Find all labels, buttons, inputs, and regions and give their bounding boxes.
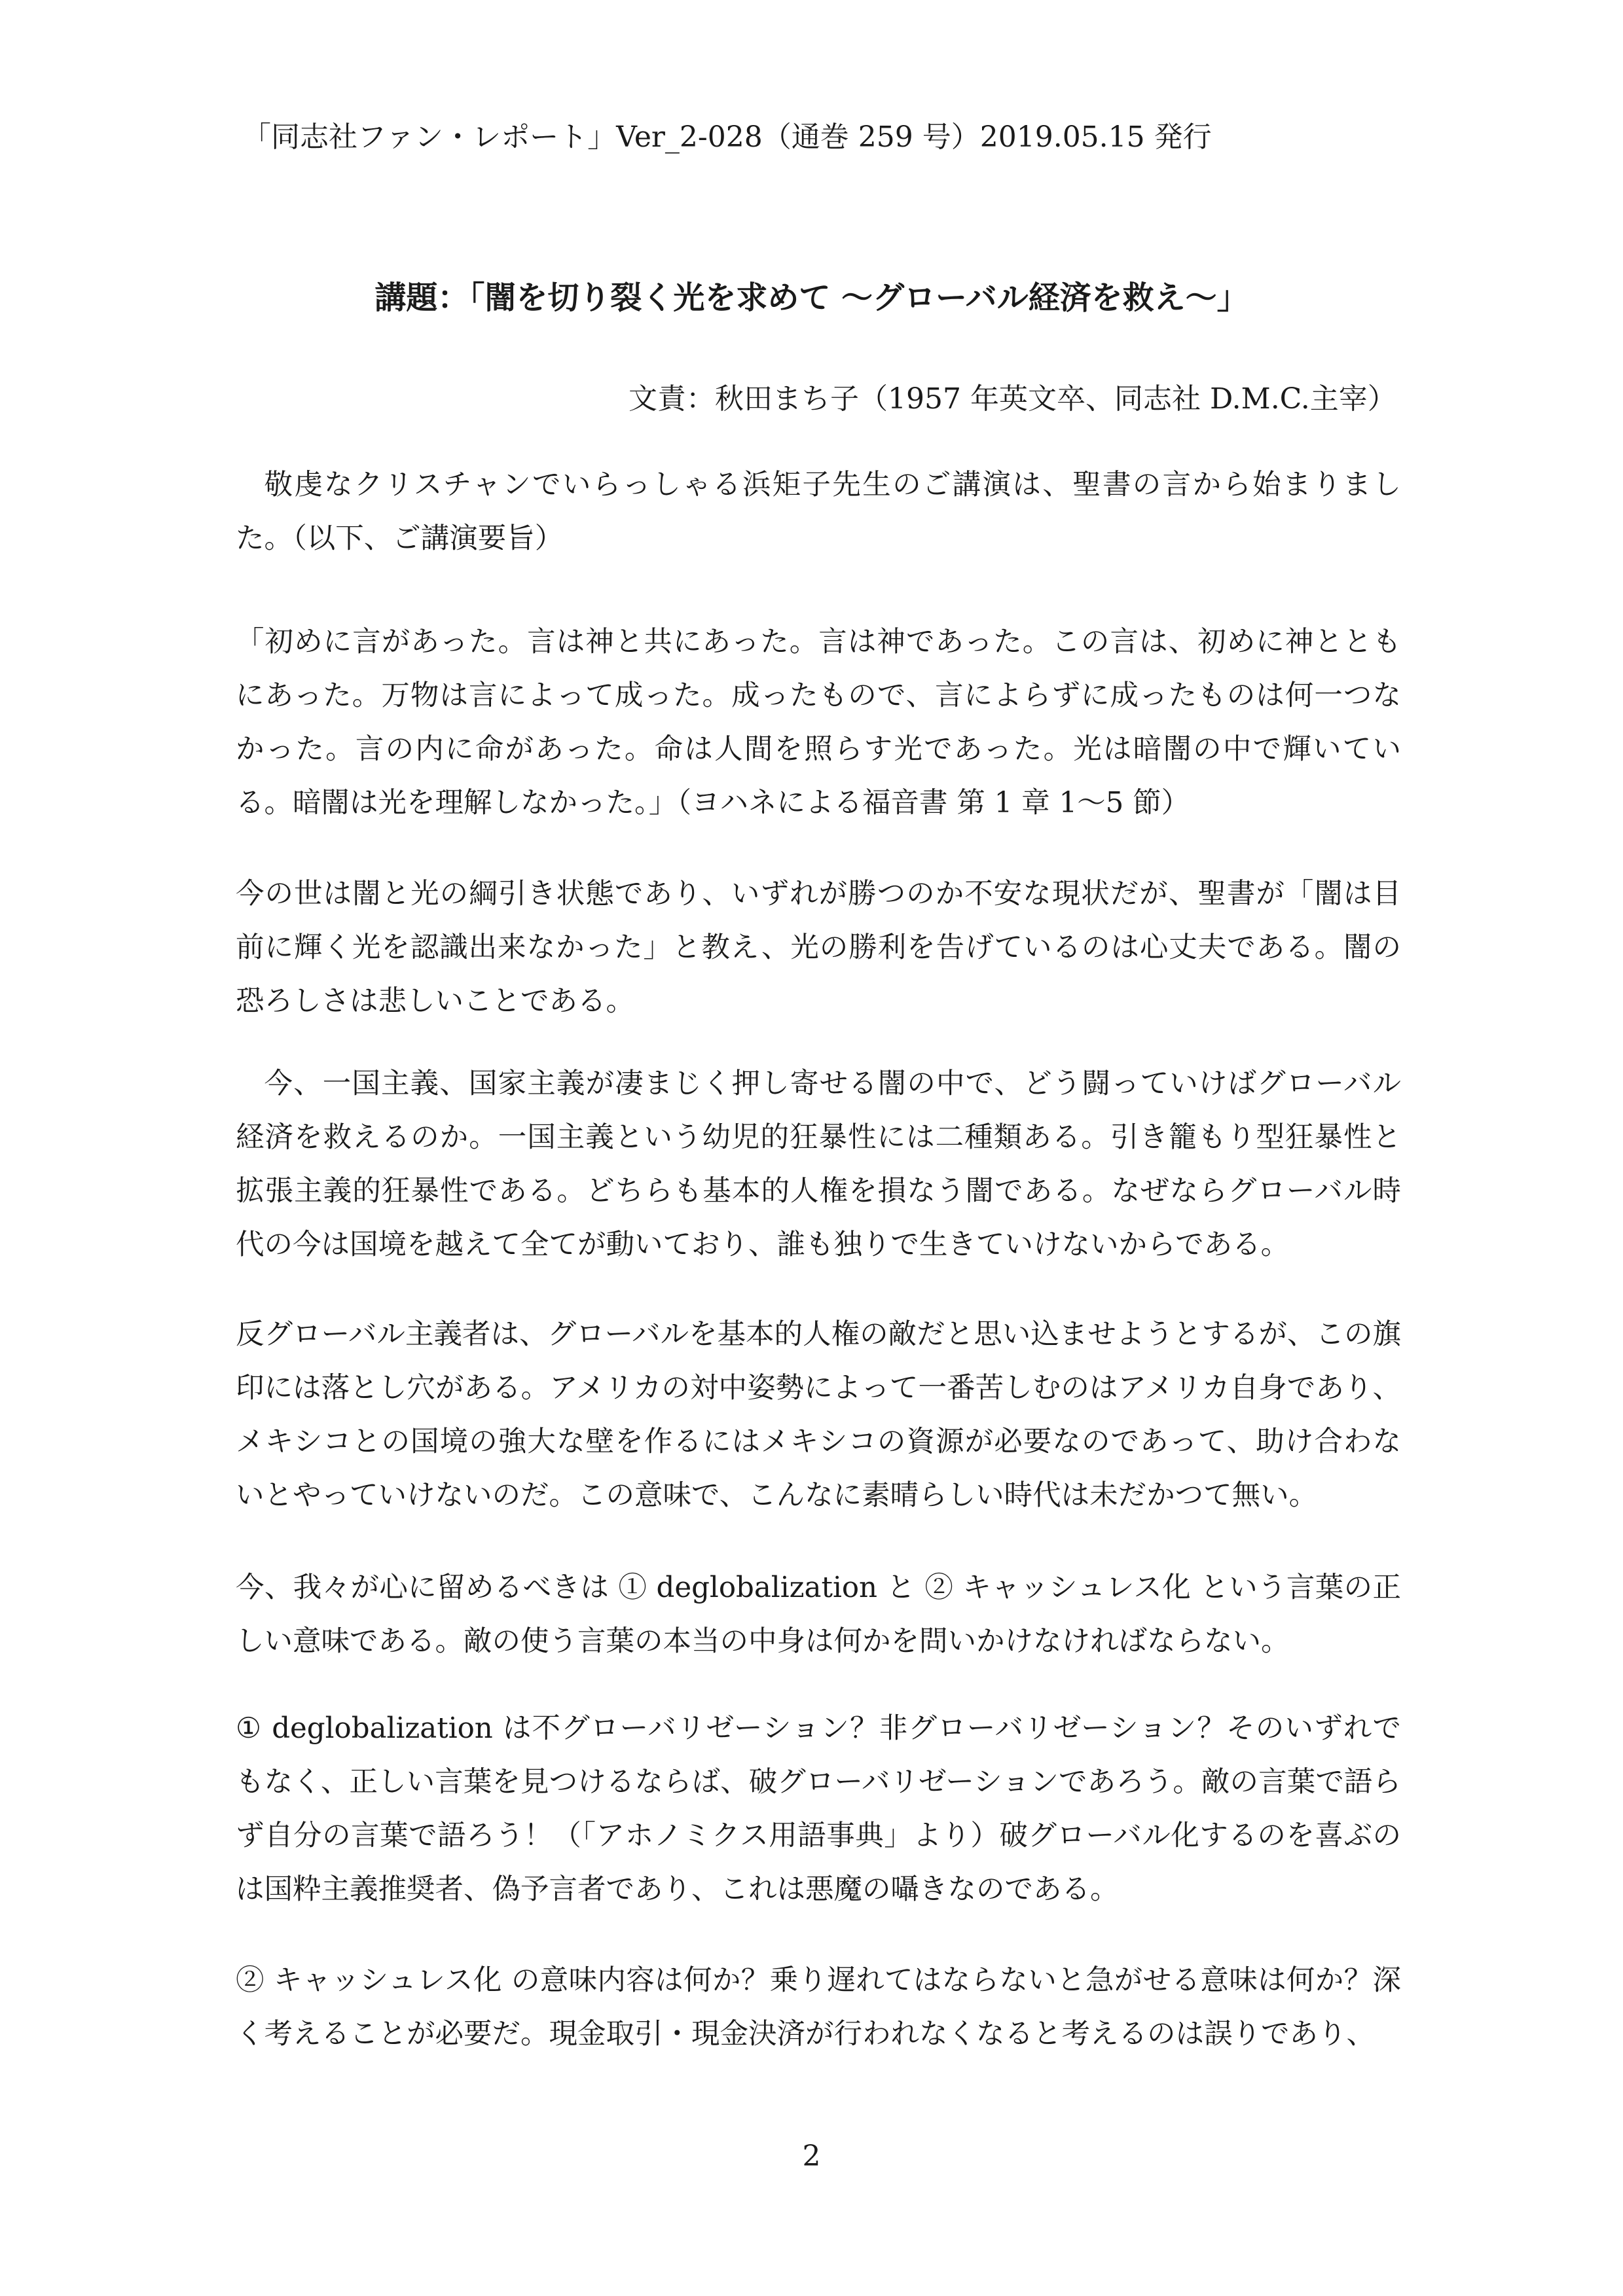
page-number: 2 [802,2140,821,2173]
lecture-title: 講題：「闇を切り裂く光を求めて ～グローバル経済を救え～」 [374,279,1249,316]
paragraph-cashless: ② キャッシュレス化 の意味内容は何か？乗り遅れてはならないと急がせる意味は何か？深く考えることが必要だ。現金取引・現金決済が行われなくなると考えるのは誤りであり、 [236,1964,1401,2051]
paragraph-light-and-dark: 今の世は闇と光の綱引き状態であり、いずれが勝つのか不安な現状だが、聖書が「闇は目前に輝く光を認識出来なかった」と教え、光の勝利を告げているのは心丈夫である。闇の恐ろしさは悲しいことである。 [236,878,1401,1018]
paragraph-intro: 敬虔なクリスチャンでいらっしゃる浜矩子先生のご講演は、聖書の言から始まりました。（以下、ご講演要旨） [236,469,1402,555]
paragraph-key-words: 今、我々が心に留めるべきは ① deglobalization と ② キャッシュレス化 という言葉の正しい意味である。敵の使う言葉の本当の中身は何かを問いかけなければならない。 [236,1571,1401,1658]
paragraph-deglobalization: ① deglobalization は不グローバリゼーション？非グローバリゼーション？そのいずれでもなく、正しい言葉を見つけるならば、破グローバリゼーションであろう。敵の言葉で語らず自分の言葉で語ろう！（「アホノミクス用語事典」より）破グローバル化するのを喜ぶのは国粋主義推奨者、偽予言者であり、これは悪魔の囁きなのである。 [236,1712,1401,1906]
paragraph-scripture-quote: 「初めに言があった。言は神と共にあった。言は神であった。この言は、初めに神とともにあった。万物は言によって成った。成ったもので、言によらずに成ったものは何一つなかった。言の内に命があった。命は人間を照らす光であった。光は暗闇の中で輝いている。暗闇は光を理解しなかった。」（ヨハネによる福音書 第 1 章 1～5 節） [236,626,1401,819]
paragraph-anti-globalism: 反グローバル主義者は、グローバルを基本的人権の敵だと思い込ませようとするが、この旗印には落とし穴がある。アメリカの対中姿勢によって一番苦しむのはアメリカ自身であり、メキシコとの国境の強大な壁を作るにはメキシコの資源が必要なのであって、助け合わないとやっていけないのだ。この意味で、こんなに素晴らしい時代は未だかつて無い。 [236,1318,1401,1512]
author-byline: 文責：秋田まち子（1957 年英文卒、同志社 D.M.C.主宰） [629,382,1396,416]
paragraph-nationalism: 今、一国主義、国家主義が凄まじく押し寄せる闇の中で、どう闘っていけばグローバル経済を救えるのか。一国主義という幼児的狂暴性には二種類ある。引き籠もり型狂暴性と拡張主義的狂暴性である。どちらも基本的人権を損なう闇である。なぜならグローバル時代の今は国境を越えて全てが動いており、誰も独りで生きていけないからである。 [236,1067,1401,1261]
report-header: 「同志社ファン・レポート」Ver_2-028（通巻 259 号）2019.05.15 発行 [242,120,1212,154]
